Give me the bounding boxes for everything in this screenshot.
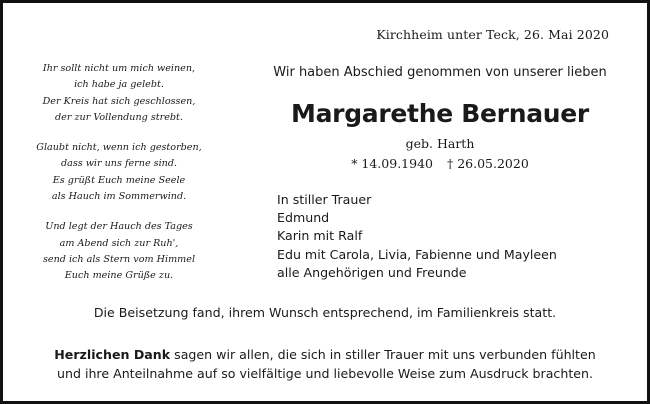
funeral-note: Die Beisetzung fand, ihrem Wunsch entsprechend, im Familienkreis statt. [93,305,557,320]
thanks-note [3,346,647,383]
poem-line: Ihr sollt nicht um mich weinen, [42,63,196,74]
thanks-line [3,346,647,365]
poem-stanza [33,219,205,284]
poem [33,61,205,299]
birth-name: geb. Harth [405,136,475,151]
mourner-line: Edmund [277,210,330,226]
poem-line: der zur Vollendung strebt. [55,111,183,123]
poem-stanza [33,61,205,126]
poem-line: ich habe ja gelebt. [74,79,164,91]
poem-line: Der Kreis hat sich geschlossen, [42,95,196,107]
poem-line: Und legt der Hauch des Tages [45,221,193,233]
poem-line: am Abend sich zur Ruh', [59,237,179,249]
intro-text: Wir haben Abschied genommen von unserer lieben [273,65,607,80]
poem-stanza [33,140,205,205]
mourner-line: In stiller Trauer [277,192,372,207]
poem-line: Glaubt nicht, wenn ich gestorben, [36,142,202,154]
mourner-line: Karin mit Ralf [277,228,363,244]
deceased-name: Margarethe Bernauer [291,99,589,128]
thanks-text: sagen wir allen, die sich in stiller Trauer mit uns verbunden fühlten [170,347,596,362]
death-date: † 26.05.2020 [447,156,529,171]
poem-line: Euch meine Grüße zu. [64,270,174,282]
mourners-list [277,191,557,282]
mourner-line: Edu mit Carola, Livia, Fabienne und Mayleen [277,246,557,262]
poem-line: Es grüßt Euch meine Seele [52,174,186,186]
life-dates [233,156,647,171]
mourner-line: alle Angehörigen und Freunde [277,264,467,280]
thanks-line: und ihre Anteilnahme auf so vielfältige und liebevolle Weise zum Ausdruck brachten. [56,365,593,381]
birth-date: * 14.09.1940 [351,156,433,171]
poem-line: als Hauch im Sommerwind. [51,191,187,203]
poem-line: send ich als Stern vom Himmel [42,253,196,265]
place-date: Kirchheim unter Teck, 26. Mai 2020 [376,27,609,42]
thanks-lead: Herzlichen Dank [54,347,171,362]
poem-line: dass wir uns ferne sind. [60,158,178,170]
